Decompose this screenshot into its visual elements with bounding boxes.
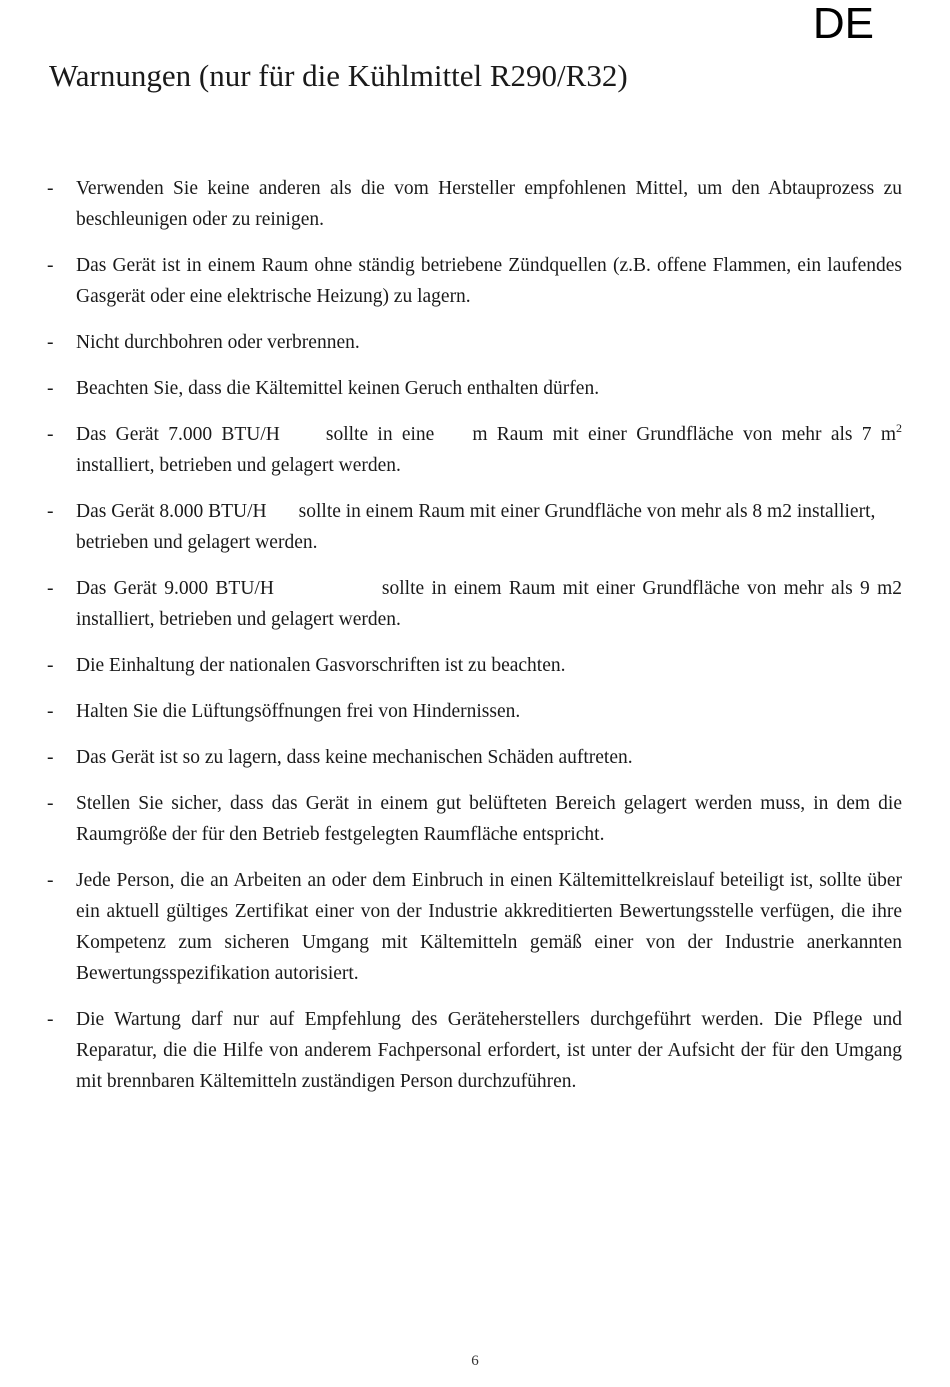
superscript-squared: 2: [896, 421, 902, 435]
warning-text: Halten Sie die Lüftungsöffnungen frei von Hindernissen.: [76, 701, 521, 722]
device-model: Das Gerät 8.000 BTU/H: [76, 501, 267, 522]
bullet-dash: -: [47, 793, 54, 814]
warning-text-part: installiert, betrieben und gelagert werden.: [76, 455, 401, 476]
list-item: [46, 1004, 902, 1097]
bullet-dash: -: [47, 747, 54, 768]
device-model: Das Gerät 7.000 BTU/H: [76, 424, 280, 445]
list-item: [46, 650, 902, 681]
list-item: [46, 573, 902, 635]
warning-text: [76, 573, 902, 635]
device-model: Das Gerät 9.000 BTU/H: [76, 578, 274, 599]
warning-text: Jede Person, die an Arbeiten an oder dem Einbruch in einen Kältemittelkreislauf beteiligt ist, sollte über ein aktuell gültiges Zertifikat einer von der Industrie akkreditierten Bewertungsstelle verfügen, die ihre Kompetenz zum sicheren Umgang mit Kältemitteln gemäß einer von der Industrie anerkannten Bewertungsspezifikation autorisiert.: [76, 870, 902, 984]
bullet-dash: -: [47, 255, 54, 276]
bullet-dash: -: [47, 870, 54, 891]
list-item: [46, 496, 902, 558]
language-tag: DE: [812, 0, 874, 48]
bullet-dash: -: [47, 701, 54, 722]
warning-text: [76, 419, 902, 481]
bullet-dash: -: [47, 178, 54, 199]
list-item: [46, 250, 902, 312]
list-item: [46, 173, 902, 235]
list-item: [46, 373, 902, 404]
bullet-dash: -: [47, 378, 54, 399]
warning-text-part: sollte in einem Raum mit einer Grundfläche von mehr als 9 m2 installiert, betrieben und gelagert werden.: [76, 578, 902, 630]
warning-text: Verwenden Sie keine anderen als die vom Hersteller empfohlenen Mittel, um den Abtauprozess zu beschleunigen oder zu reinigen.: [76, 178, 902, 230]
list-item: [46, 696, 902, 727]
warning-text-part: sollte in einem Raum mit einer Grundfläche von mehr als 8 m2 installiert, betrieben und gelagert werden.: [76, 501, 876, 553]
warning-text: Nicht durchbohren oder verbrennen.: [76, 332, 360, 353]
bullet-dash: -: [47, 332, 54, 353]
warning-text: Die Einhaltung der nationalen Gasvorschriften ist zu beachten.: [76, 655, 566, 676]
warning-text: Die Wartung darf nur auf Empfehlung des Geräteherstellers durchgeführt werden. Die Pflege und Reparatur, die die Hilfe von anderem Fachpersonal erfordert, ist unter der Aufsicht der für den Umgang mit brennbaren Kältemitteln zuständigen Person durchzuführen.: [76, 1009, 902, 1092]
warning-text-part: sollte in eine: [325, 424, 435, 445]
list-item: [46, 419, 902, 481]
page-number: 6: [471, 1353, 479, 1369]
list-item: [46, 742, 902, 773]
warning-text: Beachten Sie, dass die Kältemittel keinen Geruch enthalten dürfen.: [76, 378, 600, 399]
warning-text: Das Gerät ist so zu lagern, dass keine mechanischen Schäden auftreten.: [76, 747, 633, 768]
list-item: [46, 865, 902, 989]
list-item: [46, 788, 902, 850]
bullet-dash: -: [47, 424, 54, 445]
warnings-list: [46, 173, 902, 1112]
bullet-dash: -: [47, 578, 54, 599]
list-item: [46, 327, 902, 358]
bullet-dash: -: [47, 655, 54, 676]
bullet-dash: -: [47, 1009, 54, 1030]
warning-text-part: m Raum mit einer Grundfläche von mehr als 7 m: [472, 424, 896, 445]
bullet-dash: -: [47, 501, 54, 522]
warning-text: [76, 496, 902, 558]
page-title: Warnungen (nur für die Kühlmittel R290/R32): [49, 58, 628, 93]
warning-text: Stellen Sie sicher, dass das Gerät in einem gut belüfteten Bereich gelagert werden muss, in dem die Raumgröße der für den Betrieb festgelegten Raumfläche entspricht.: [76, 793, 902, 845]
warning-text: Das Gerät ist in einem Raum ohne ständig betriebene Zündquellen (z.B. offene Flammen, ein laufendes Gasgerät oder eine elektrische Heizung) zu lagern.: [76, 255, 902, 307]
